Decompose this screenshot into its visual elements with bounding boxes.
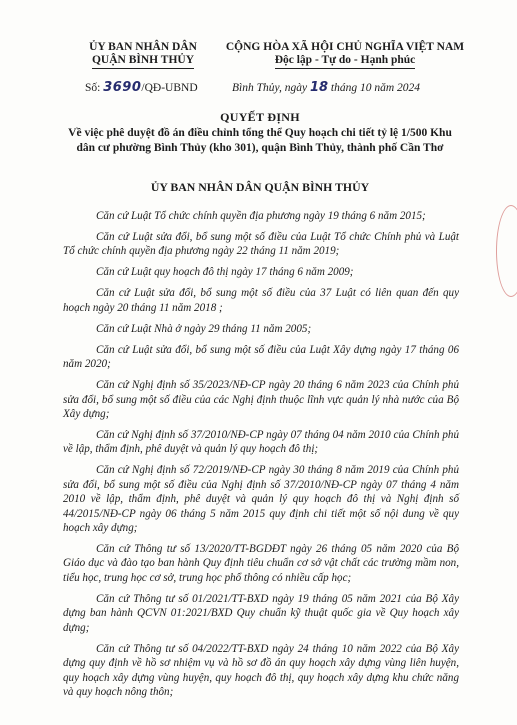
national-title: CỘNG HÒA XÃ HỘI CHỦ NGHĨA VIỆT NAM <box>225 41 465 53</box>
legal-basis-paragraph: Căn cứ Luật Nhà ở ngày 29 tháng 11 năm 2005; <box>96 322 312 335</box>
document-body <box>63 209 459 706</box>
date-suffix: tháng 10 năm 2024 <box>330 82 421 94</box>
legal-basis-paragraph: Căn cứ Luật Tổ chức chính quyền địa phương ngày 19 tháng 6 năm 2015; <box>96 210 426 222</box>
number-suffix: /QĐ-UBND <box>141 82 198 94</box>
national-header <box>215 41 475 69</box>
legal-basis-paragraph: Căn cứ Nghị định số 72/2019/NĐ-CP ngày 30 tháng 8 năm 2019 của Chính phủ sửa đổi, bổ sung một số điều của Nghị định số 37/2010/NĐ-CP ngày 07 tháng 4 năm 2010 về lập, thẩm định, phê duyệt và quản lý quy hoạch đô thị và Nghị định số 44/2015/NĐ-CP ngày 06 tháng 5 năm 2015 quy định chi tiết một số nội dung về quy hoạch xây dựng; <box>63 464 459 535</box>
document-title: QUYẾT ĐỊNH <box>220 110 300 124</box>
legal-basis-paragraph: Căn cứ Luật sửa đổi, bổ sung một số điều của 37 Luật có liên quan đến quy hoạch ngày 20 tháng 11 năm 2018 ; <box>63 287 459 314</box>
legal-basis-paragraph: Căn cứ Nghị định số 35/2023/NĐ-CP ngày 20 tháng 6 năm 2023 của Chính phủ sửa đổi, bổ sung một số điều của các Nghị định thuộc lĩnh vực quản lý nhà nước của Bộ Xây dựng; <box>63 379 459 421</box>
legal-basis-paragraph: Căn cứ Nghị định số 37/2010/NĐ-CP ngày 07 tháng 04 năm 2010 của Chính phủ về lập, thẩm định, phê duyệt và quản lý quy hoạch đô thị; <box>63 429 459 456</box>
seal-stamp-fragment <box>496 205 517 297</box>
legal-basis-paragraph: Căn cứ Thông tư số 13/2020/TT-BGDĐT ngày 26 tháng 05 năm 2020 của Bộ Giáo dục và đào tạo ban hành Quy định tiêu chuẩn cơ sở vật chất các trường mầm non, tiểu học, trung học cơ sở, trung học phổ thông có nhiều cấp học; <box>63 543 459 584</box>
document-number <box>85 80 198 95</box>
legal-basis-paragraph: Căn cứ Luật quy hoạch đô thị ngày 17 tháng 6 năm 2009; <box>96 266 354 279</box>
date-day: 18 <box>309 80 329 95</box>
document-date <box>232 80 420 95</box>
issuer-line1: ỦY BAN NHÂN DÂN <box>89 41 197 53</box>
legal-basis-paragraph: Căn cứ Thông tư số 04/2022/TT-BXD ngày 24 tháng 10 năm 2022 của Bộ Xây dựng quy định về hồ sơ nhiệm vụ và hồ sơ đồ án quy hoạch xây dựng vùng liên huyện, quy hoạch xây dựng vùng huyện, quy hoạch đô thị, quy hoạch xây dựng khu chức năng và quy hoạch nông thôn; <box>63 642 459 698</box>
authority-heading: ỦY BAN NHÂN DÂN QUẬN BÌNH THỦY <box>150 180 370 194</box>
document-subtitle: Về việc phê duyệt đồ án điều chỉnh tổng thể Quy hoạch chi tiết tỷ lệ 1/500 Khu dân cư phường Bình Thủy (kho 301), quận Bình Thủy, thành phố Cần Thơ <box>68 127 452 154</box>
national-motto: Độc lập - Tự do - Hạnh phúc <box>275 54 416 69</box>
number-prefix: Số: <box>85 82 101 94</box>
issuer-line2: QUẬN BÌNH THỦY <box>92 54 194 69</box>
number-value: 3690 <box>103 80 142 95</box>
issuer-header <box>68 41 218 69</box>
date-prefix: Bình Thủy, ngày <box>232 82 308 94</box>
legal-basis-paragraph: Căn cứ Luật sửa đổi, bổ sung một số điều của Luật Tổ chức Chính phủ và Luật Tổ chức chính quyền địa phương ngày 22 tháng 11 năm 2019; <box>63 231 459 258</box>
legal-basis-paragraph: Căn cứ Thông tư số 01/2021/TT-BXD ngày 19 tháng 05 năm 2021 của Bộ Xây dựng ban hành QCVN 01:2021/BXD Quy chuẩn kỹ thuật quốc gia về Quy hoạch xây dựng; <box>63 592 459 634</box>
legal-basis-paragraph: Căn cứ Luật sửa đổi, bổ sung một số điều của Luật Xây dựng ngày 17 tháng 06 năm 2020; <box>63 343 459 371</box>
